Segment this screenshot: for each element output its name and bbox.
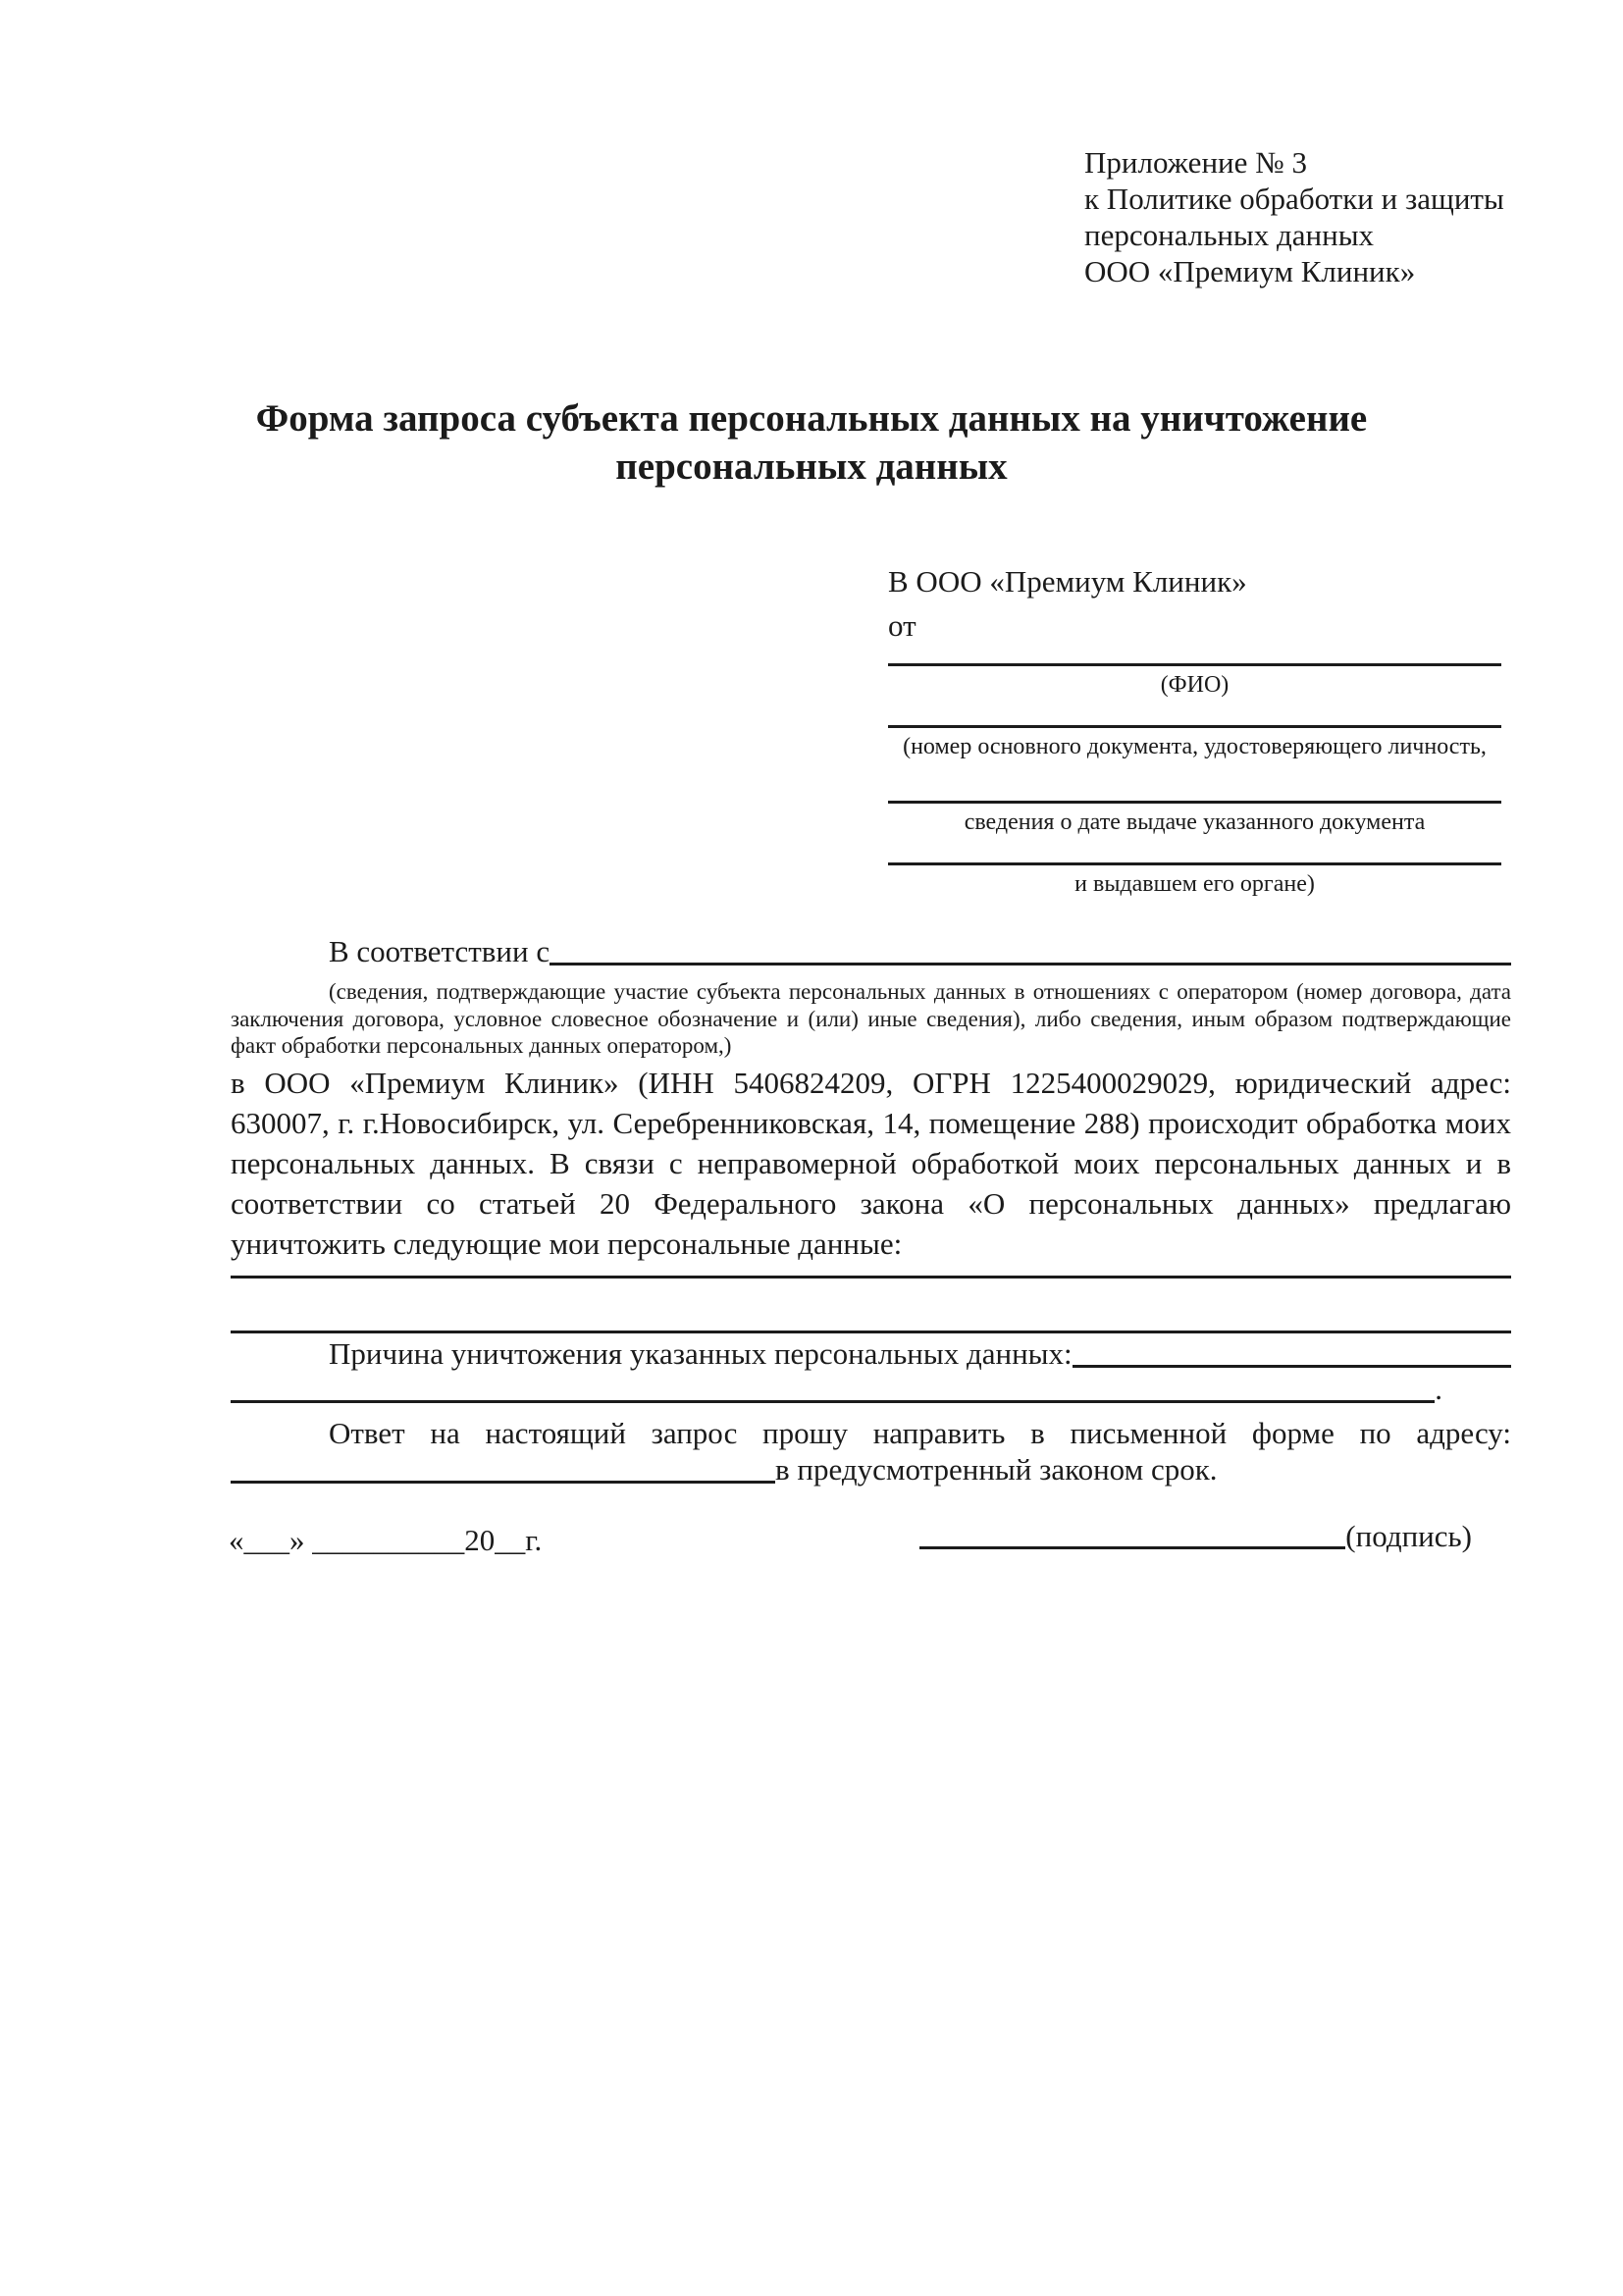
main-paragraph: в ООО «Премиум Клиник» (ИНН 5406824209, ОГРН 1225400029029, юридический адрес: 630007, г. г.Новосибирск, ул. Серебренниковская, 14, помещение 288) происходит обработка моих персональных данных. В связи с неправомерной обработкой моих персональных данных и в соответствии со статьей 20 Федерального закона «О персональных данных» предлагаю уничтожить следующие мои персональные данные:: [231, 1066, 1511, 1261]
accordance-row: [231, 934, 1511, 969]
personal-data-blank-line-2: [231, 1331, 1511, 1333]
reason-period: .: [1435, 1372, 1442, 1406]
signature-group: [919, 1519, 1472, 1554]
document-number-blank-line: [888, 725, 1501, 728]
document-title-line: Форма запроса субъекта персональных данных на уничтожение: [255, 397, 1368, 440]
appendix-header-line: к Политике обработки и защиты: [1084, 182, 1504, 216]
document-title-line: персональных данных: [615, 445, 1008, 488]
reason-label: Причина уничтожения указанных персональных данных:: [329, 1336, 1073, 1371]
fio-blank-line: [888, 663, 1501, 666]
response-address-blank-line: [231, 1481, 775, 1484]
reason-blank-line: [1073, 1365, 1511, 1368]
fio-caption: (ФИО): [1160, 672, 1230, 698]
issuing-authority-blank-line: [888, 862, 1501, 865]
personal-data-blank-line-1: [231, 1276, 1511, 1278]
appendix-header-line: Приложение № 3: [1084, 145, 1307, 180]
document-number-caption: (номер основного документа, удостоверяющего личность,: [903, 734, 1487, 759]
document-title: [157, 394, 1466, 491]
reason-continuation-row: [231, 1372, 1442, 1407]
addressee-to: В ООО «Премиум Клиник»: [888, 564, 1247, 599]
signature-caption: (подпись): [1345, 1519, 1472, 1553]
response-tail: в предусмотренный законом срок.: [775, 1452, 1218, 1487]
date-blank: «___» __________20__г.: [229, 1523, 543, 1557]
signature-blank-line: [919, 1546, 1345, 1549]
accordance-blank-line: [550, 963, 1511, 965]
appendix-header: [1084, 144, 1504, 289]
issuing-authority-caption: и выдавшем его органе): [1074, 871, 1315, 897]
issue-date-caption: сведения о дате выдаче указанного документа: [964, 809, 1426, 835]
response-address-row: [231, 1452, 1511, 1487]
addressee-from: от: [888, 608, 916, 643]
reason-row: [231, 1336, 1511, 1372]
accordance-label: В соответствии с: [329, 934, 550, 968]
issue-date-blank-line: [888, 801, 1501, 804]
response-request: Ответ на настоящий запрос прошу направить в письменной форме по адресу:: [329, 1416, 1511, 1450]
fine-print: (сведения, подтверждающие участие субъекта персональных данных в отношениях с оператором (номер договора, дата заключения договора, условное словесное обозначение и (или) иные сведения), либо сведения, иным образом подтверждающие факт обработки персональных данных оператором,): [231, 979, 1511, 1058]
reason-continuation-blank-line: [231, 1400, 1435, 1403]
appendix-header-line: персональных данных: [1084, 218, 1375, 252]
appendix-header-line: ООО «Премиум Клиник»: [1084, 254, 1416, 288]
